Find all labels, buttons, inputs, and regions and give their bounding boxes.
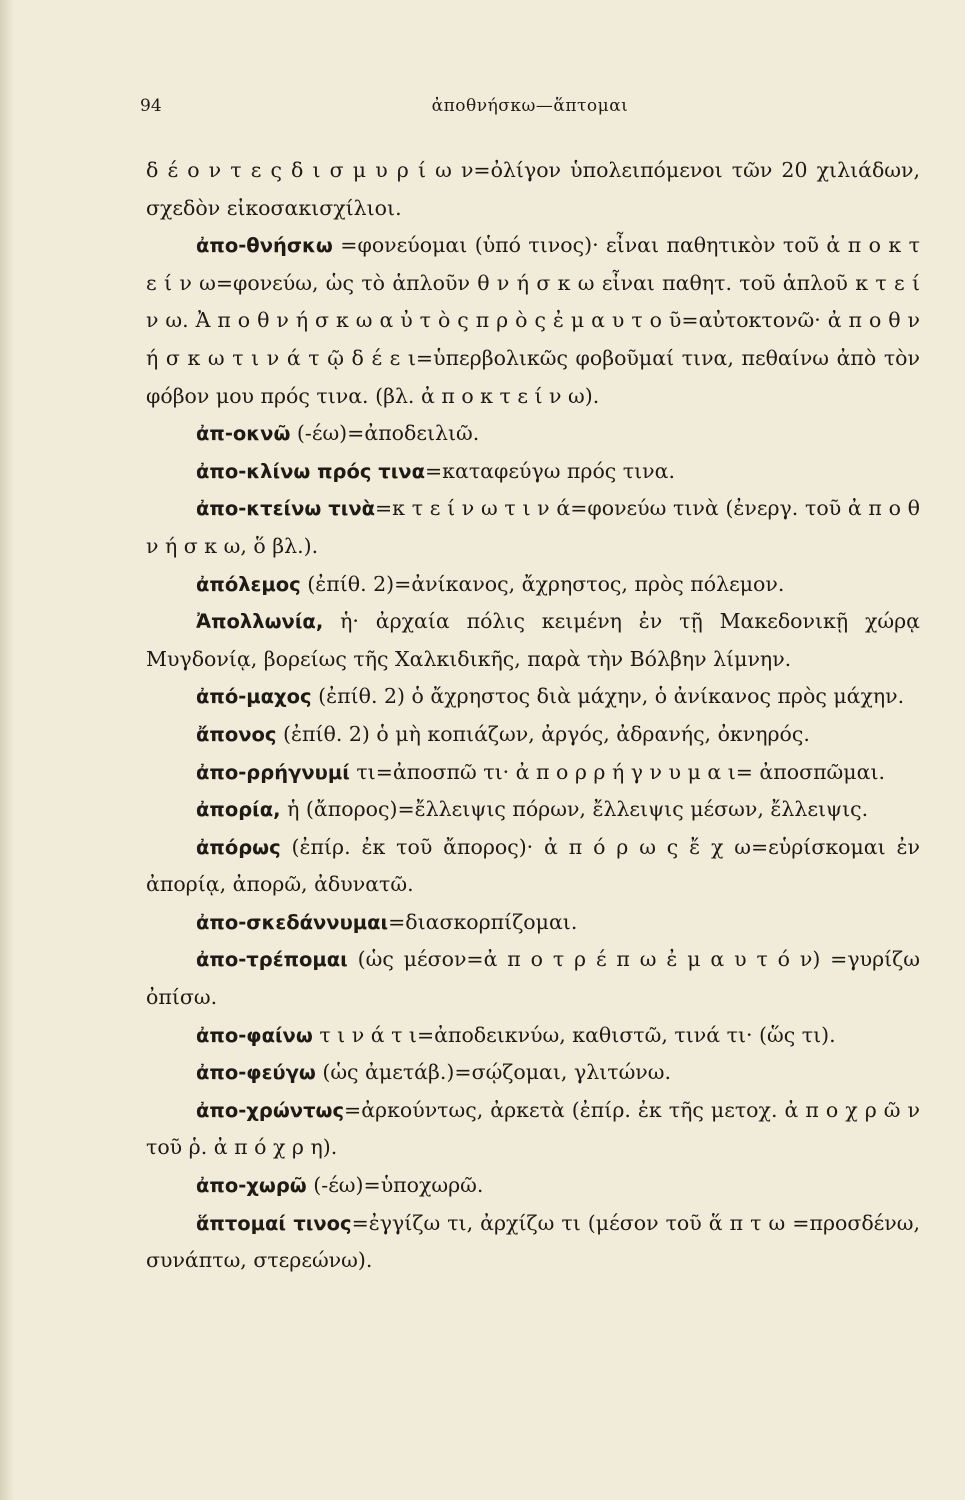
entry-headword: ἀπορία, [196,798,281,822]
entry-headword: ἀπο-σκεδάννυμαι [196,910,389,934]
entry-headword: ἀπο-φεύγω [196,1061,316,1085]
entry-text: (ἐπίθ. 2)=ἀνίκανος, ἄχρηστος, πρὸς πόλεμον. [300,571,785,596]
entry-headword: ἀπόλεμος [196,572,301,596]
entry-aposkedannymai [146,904,920,942]
entry-apokteino [146,490,920,565]
entry-headword: ἀπο-θνήσκω [196,234,333,258]
entry-text: (ἐπίθ. 2) ὁ ἄχρηστος διὰ μάχην, ὁ ἀνίκανος πρὸς μάχην. [311,684,905,709]
entry-headword: ἀπό-μαχος [196,685,312,709]
entry-text: =κ τ ε ί ν ω τ ι ν ά=φονεύω τινὰ (ἐνεργ. τοῦ ἀ π ο θ ν ή σ κ ω, ὅ βλ.). [146,496,920,558]
entry-apofeygo [146,1054,920,1092]
entry-apokno [146,415,920,453]
entry-aporia [146,791,920,829]
entry-text: (ὡς ἀμετάβ.)=σῴζομαι, γλιτώνω. [315,1060,672,1085]
page-header [140,96,920,126]
entry-headword: ἀπο-κλίνω πρός τινα [196,459,425,483]
entry-text: =φονεύομαι (ὑπό τινος)· εἶναι παθητικὸν τοῦ ἀ π ο κ τ ε ί ν ω=φονεύω, ὡς τὸ ἁπλοῦν θ ν ή σ κ ω εἶναι παθητ. τοῦ ἁπλοῦ κ τ ε ί ν ω. Ἀ π ο θ ν ή σ κ ω α ὐ τ ὸ ς π ρ ὸ ς ἐ μ α υ τ ο ῦ=αὐτοκτονῶ· ἀ π ο θ ν ή σ κ ω τ ι ν ά τ ῷ δ έ ε ι=ὑπερβολικῶς φοβοῦμαί τινα, πεθαίνω ἀπὸ τὸν φόβον μου πρός τινα. (βλ. ἀ π ο κ τ ε ί ν ω). [146,233,920,408]
entry-headword: ἀπο-τρέπομαι [196,948,348,972]
entry-apofaino [146,1017,920,1055]
entry-headword: ἀπ-οκνῶ [196,422,291,446]
entry-text: (ὡς μέσον=ἀ π ο τ ρ έ π ω ἐ μ α υ τ ό ν) =γυρίζω ὀπίσω. [146,947,920,1010]
entry-headword: ἀπο-ρρήγνυμί [196,760,350,784]
entry-text: δ έ ο ν τ ε ς δ ι σ μ υ ρ ί ω ν=ὀλίγον ὑπολειπόμενοι τῶν 20 χιλιάδων, σχεδὸν εἰκοσακισχίλιοι. [146,158,920,220]
entry-aporos [146,829,920,904]
entry-headword: Ἀπολλωνία, [196,610,324,634]
entry-aponos [146,716,920,754]
entry-text: (-έω)=ἀποδειλιῶ. [290,421,480,446]
entry-aporrignymi [146,754,920,792]
entry-text: τι=ἀποσπῶ τι· ἀ π ο ρ ρ ή γ ν υ μ α ι= ἀποσπῶμαι. [349,759,885,784]
entry-continuation [146,152,920,227]
entry-text: ἡ (ἄπορος)=ἔλλειψις πόρων, ἔλλειψις μέσων, ἔλλειψις. [280,797,869,822]
entry-text: =ἀρκούντως, ἀρκετὰ (ἐπίρ. ἐκ τῆς μετοχ. ἀ π ο χ ρ ῶ ν τοῦ ῥ. ἀ π ό χ ρ η). [146,1097,920,1160]
entry-text: (-έω)=ὑποχωρῶ. [306,1173,484,1198]
entry-text: ἡ· ἀρχαία πόλις κειμένη ἐν τῇ Μακεδονικῇ χώρᾳ Μυγδονίᾳ, βορείως τῆς Χαλκιδικῆς, παρὰ τὴν Βόλβην λίμνην. [146,609,920,671]
entry-apochrontos [146,1092,920,1167]
entry-text: =διασκορπίζομαι. [388,909,578,934]
entry-apollonia [146,603,920,678]
entry-text: =καταφεύγω πρός τινα. [424,458,675,483]
entry-headword: ἀπο-χωρῶ [196,1174,307,1198]
entry-apothnisko [146,227,920,415]
page-number: 94 [140,96,162,116]
entry-text: =ἐγγίζω τι, ἀρχίζω τι (μέσον τοῦ ἅ π τ ω =προσδένω, συνάπτω, στερεώνω). [146,1210,920,1273]
entry-headword: ἅπτομαί τινος [196,1211,352,1235]
entry-headword: ἀπο-χρώντως [196,1098,345,1122]
entry-apomachos [146,678,920,716]
entry-text: τ ι ν ά τ ι=ἀποδεικνύω, καθιστῶ, τινά τι· (ὥς τι). [312,1022,836,1047]
entry-headword: ἀπόρως [196,835,281,859]
entry-text: (ἐπίθ. 2) ὁ μὴ κοπιάζων, ἀργός, ἀδρανής, ὀκνηρός. [276,721,810,746]
entry-headword: ἀπο-κτείνω τινὰ [196,497,375,521]
entry-apochoro [146,1167,920,1205]
entry-list [146,152,920,1280]
entry-headword: ἄπονος [196,722,277,746]
entry-text: (ἐπίρ. ἐκ τοῦ ἄπορος)· ἀ π ό ρ ω ς ἔ χ ω=εὑρίσκομαι ἐν ἀπορίᾳ, ἀπορῶ, ἀδυνατῶ. [146,834,920,897]
running-title: ἀποθνήσκω—ἅπτομαι [431,96,629,116]
entry-apoklino [146,453,920,491]
page-edge-shadow [0,0,14,1500]
entry-aptomai [146,1205,920,1280]
entry-apotrepomai [146,941,920,1016]
entry-apolemos [146,566,920,604]
entry-headword: ἀπο-φαίνω [196,1023,313,1047]
